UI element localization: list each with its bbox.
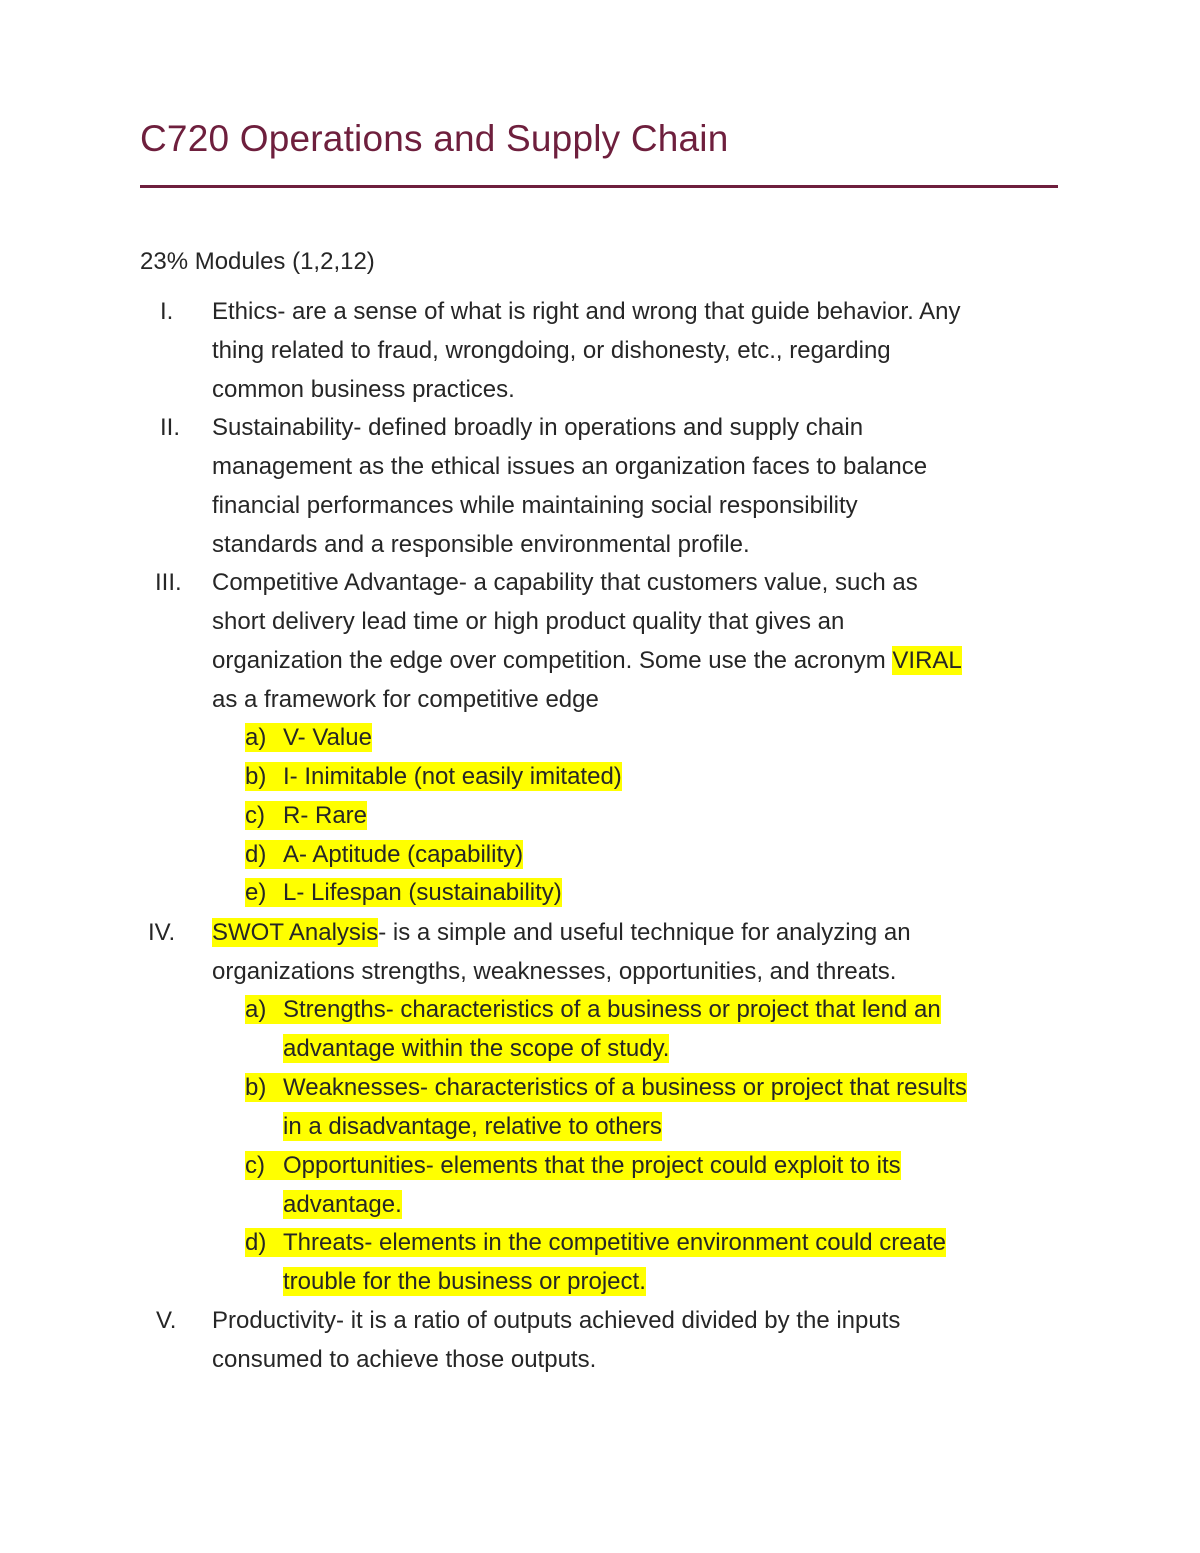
- page-title: C720 Operations and Supply Chain: [140, 118, 729, 159]
- item-line: management as the ethical issues an organization faces to balance: [212, 453, 928, 480]
- sub-item-text: A- Aptitude (capability): [283, 841, 524, 868]
- sub-item-text: in a disadvantage, relative to others: [283, 1113, 662, 1140]
- highlighted-acronym: VIRAL: [892, 647, 962, 674]
- sub-item: [245, 800, 367, 832]
- sub-item: [245, 1150, 901, 1182]
- sub-item-text: L- Lifespan (sustainability): [283, 879, 562, 906]
- sub-item: [245, 994, 941, 1026]
- modules-subheading: 23% Modules (1,2,12): [140, 248, 375, 275]
- sub-item: [245, 877, 562, 909]
- sub-item: [245, 1072, 967, 1104]
- sub-item-text: trouble for the business or project.: [283, 1268, 646, 1295]
- item-line-text: - is a simple and useful technique for analyzing an: [378, 919, 911, 946]
- item-line: Competitive Advantage- a capability that customers value, such as: [212, 569, 918, 596]
- sub-item-letter: c): [245, 1152, 265, 1179]
- sub-item-letter: a): [245, 996, 267, 1023]
- sub-item-letter: d): [245, 841, 267, 868]
- item-numeral: IV.: [148, 919, 176, 946]
- sub-item-letter: a): [245, 724, 267, 751]
- sub-item-text: Weaknesses- characteristics of a business or project that results: [283, 1074, 967, 1101]
- item-line: as a framework for competitive edge: [212, 686, 599, 713]
- item-line: [212, 917, 911, 949]
- sub-item: [245, 722, 372, 754]
- item-line: financial performances while maintaining social responsibility: [212, 492, 858, 519]
- sub-item-letter: b): [245, 1074, 267, 1101]
- sub-item-text: Threats- elements in the competitive environment could create: [283, 1229, 946, 1256]
- item-numeral: I.: [160, 298, 174, 325]
- sub-item-text: R- Rare: [283, 802, 368, 829]
- item-line: Ethics- are a sense of what is right and wrong that guide behavior. Any: [212, 298, 961, 325]
- sub-item-letter: d): [245, 1229, 267, 1256]
- item-line: Sustainability- defined broadly in operations and supply chain: [212, 414, 864, 441]
- sub-item-text: advantage.: [283, 1191, 402, 1218]
- sub-item-letter: b): [245, 763, 267, 790]
- item-numeral: V.: [156, 1307, 177, 1334]
- item-line: common business practices.: [212, 376, 515, 403]
- sub-item-continuation: [283, 1033, 669, 1065]
- item-line: organizations strengths, weaknesses, opportunities, and threats.: [212, 958, 897, 985]
- sub-item: [245, 839, 523, 871]
- sub-item-text: I- Inimitable (not easily imitated): [283, 763, 622, 790]
- highlighted-term: SWOT Analysis: [212, 919, 379, 946]
- item-line: thing related to fraud, wrongdoing, or dishonesty, etc., regarding: [212, 337, 891, 364]
- sub-item-text: Strengths- characteristics of a business or project that lend an: [283, 996, 941, 1023]
- item-line: standards and a responsible environmental profile.: [212, 531, 750, 558]
- sub-item: [245, 761, 622, 793]
- item-line: consumed to achieve those outputs.: [212, 1346, 597, 1373]
- item-numeral: III.: [155, 569, 182, 596]
- item-line: short delivery lead time or high product quality that gives an: [212, 608, 845, 635]
- sub-item: [245, 1227, 946, 1259]
- sub-item-continuation: [283, 1111, 662, 1143]
- sub-item-continuation: [283, 1189, 402, 1221]
- sub-item-letter: c): [245, 802, 265, 829]
- title-divider: [140, 185, 1058, 188]
- item-numeral: II.: [160, 414, 181, 441]
- sub-item-text: V- Value: [283, 724, 372, 751]
- item-line: Productivity- it is a ratio of outputs achieved divided by the inputs: [212, 1307, 901, 1334]
- item-line-text: organization the edge over competition. Some use the acronym: [212, 647, 893, 674]
- item-line: [212, 645, 962, 677]
- sub-item-continuation: [283, 1266, 646, 1298]
- sub-item-text: Opportunities- elements that the project could exploit to its: [283, 1152, 901, 1179]
- sub-item-letter: e): [245, 879, 267, 906]
- sub-item-text: advantage within the scope of study.: [283, 1035, 670, 1062]
